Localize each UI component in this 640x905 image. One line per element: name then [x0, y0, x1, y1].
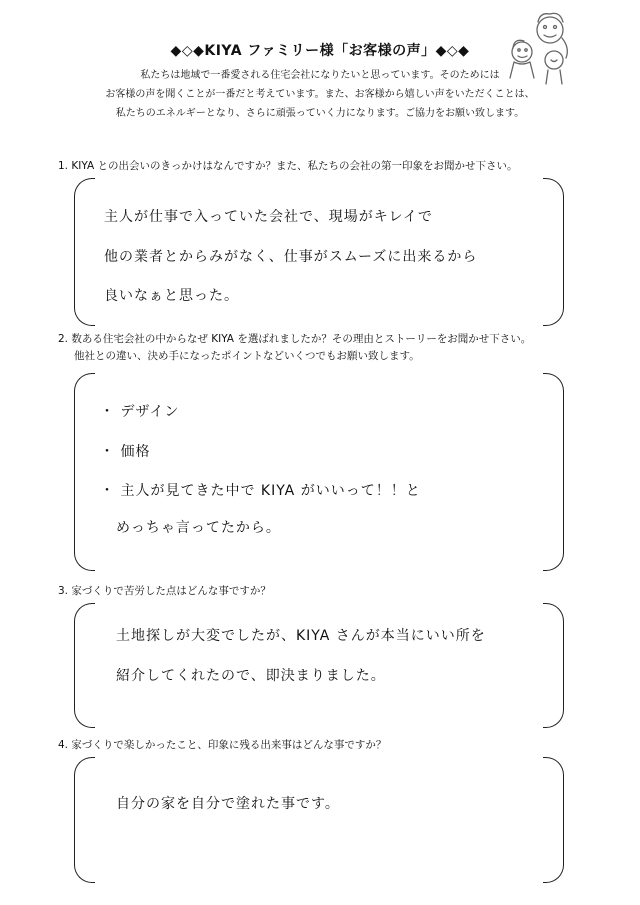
- bracket-left: [74, 757, 95, 883]
- intro-line: お客様の声を聞くことが一番だと考えています。また、お客様から嬉しい声をいただくことは、: [105, 89, 535, 100]
- question-text: 数ある住宅会社の中からなぜ KIYA を選ばれましたか？その理由とストーリーをお聞かせ下さい。: [71, 333, 532, 345]
- answer-line: 紹介してくれたので、即決まりました。: [116, 668, 386, 684]
- family-doodle-icon: [500, 8, 580, 88]
- question-3: [58, 583, 271, 600]
- answer-line: 主人が仕事で入っていた会社で、現場がキレイで: [104, 209, 433, 225]
- answer-line: 良いなぁと思った。: [104, 288, 239, 304]
- intro-line: 私たちは地域で一番愛される住宅会社になりたいと思っています。そのためには: [140, 70, 500, 81]
- question-number: 3.: [58, 585, 69, 597]
- answer-line: 自分の家を自分で塗れた事です。: [116, 796, 340, 812]
- question-number: 4.: [58, 739, 69, 751]
- question-number: 2.: [58, 333, 69, 345]
- question-text: 家づくりで楽しかったこと、印象に残る出来事はどんな事ですか？: [71, 739, 387, 751]
- intro-line: 私たちのエネルギーとなり、さらに頑張っていく力になります。ご協力をお願い致します。: [115, 108, 525, 119]
- bracket-right: [543, 757, 564, 883]
- question-number: 1.: [58, 160, 69, 172]
- bracket-left: [74, 373, 95, 571]
- page-title: ◆◇◆KIYA ファミリー様「お客様の声」◆◇◆: [170, 43, 470, 59]
- answer-line: ・ デザイン: [100, 404, 180, 420]
- bracket-right: [543, 603, 564, 728]
- question-text: 家づくりで苦労した点はどんな事ですか？: [71, 585, 271, 597]
- answer-box-4: [74, 757, 564, 883]
- bracket-right: [543, 178, 564, 326]
- question-2: [58, 331, 531, 365]
- answer-line: ・ 主人が見てきた中で KIYA がいいって！！と: [100, 483, 421, 499]
- answer-line: 土地探しが大変でしたが、KIYA さんが本当にいい所を: [116, 628, 486, 644]
- question-text: KIYA との出会いのきっかけはなんですか？また、私たちの会社の第一印象をお聞かせ下さい。: [71, 160, 518, 172]
- answer-box-3: [74, 603, 564, 728]
- question-text: 他社との違い、決め手になったポイントなどいくつでもお願い致します。: [74, 350, 420, 362]
- answer-line: めっちゃ言ってたから。: [116, 520, 281, 536]
- bracket-right: [543, 373, 564, 571]
- answer-box-1: [74, 178, 564, 326]
- answer-line: 他の業者とからみがなく、仕事がスムーズに出来るから: [104, 249, 478, 265]
- question-4: [58, 737, 386, 754]
- answer-line: ・ 価格: [100, 444, 151, 460]
- bracket-left: [74, 178, 95, 326]
- bracket-left: [74, 603, 95, 728]
- answer-box-2: [74, 373, 564, 571]
- question-1: [58, 158, 517, 175]
